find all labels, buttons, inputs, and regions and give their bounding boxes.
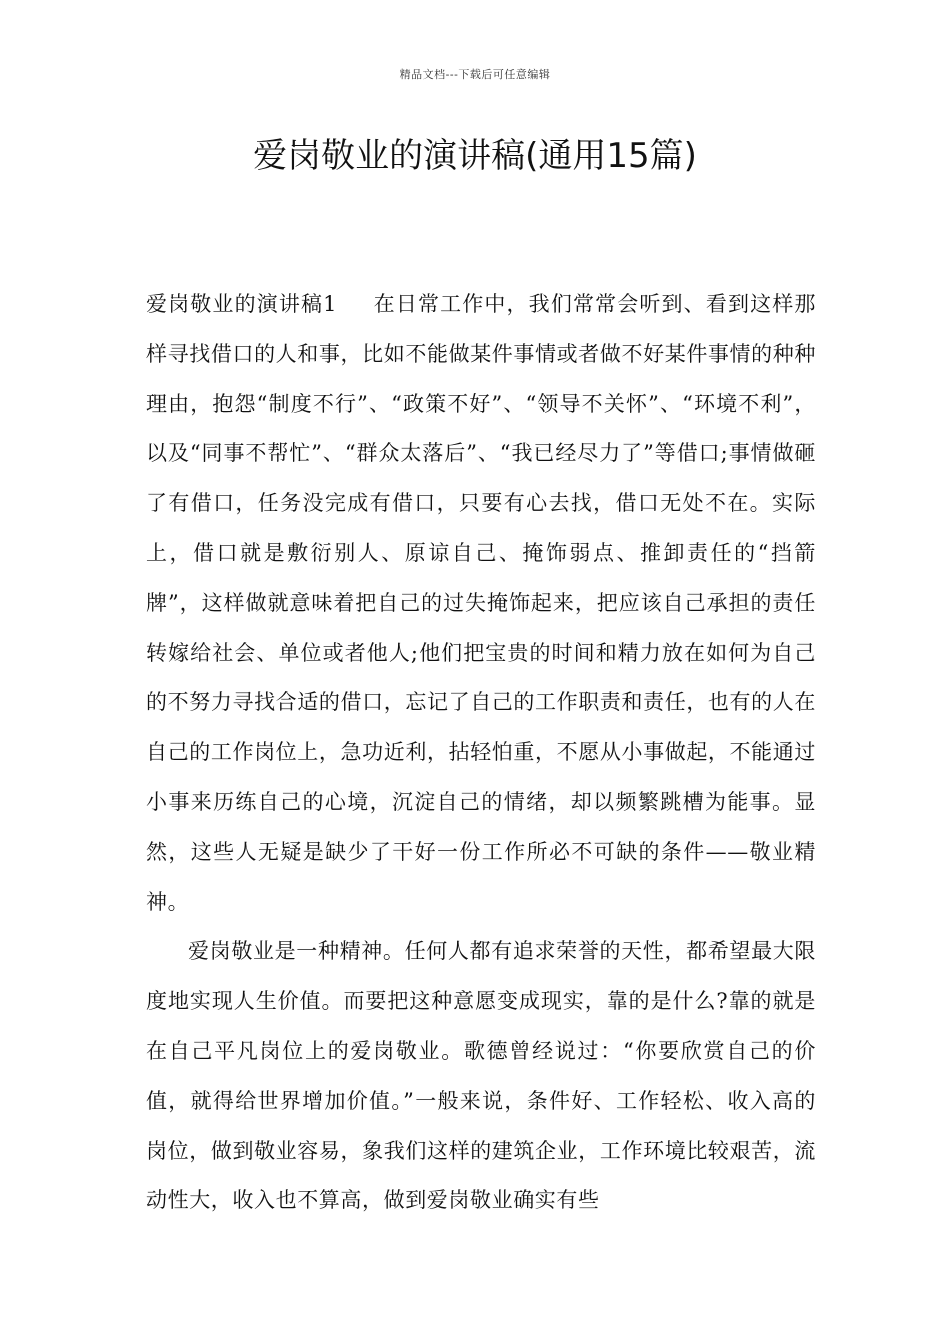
- section-label: 爱岗敬业的演讲稿1: [146, 292, 338, 316]
- document-title: 爱岗敬业的演讲稿(通用15篇): [253, 136, 697, 176]
- paragraph-1-text: 在日常工作中，我们常常会听到、看到这样那样寻找借口的人和事，比如不能做某件事情或者做不好某件事情的种种理由，抱怨“制度不行”、“政策不好”、“领导不关怀”、“环境不利”，以及“同事不帮忙”、“群众太落后”、“我已经尽力了”等借口;事情做砸了有借口，任务没完成有借口，只要有心去找，借口无处不在。实际上，借口就是敷衍别人、原谅自己、掩饰弱点、推卸责任的“挡箭牌”，这样做就意味着把自己的过失掩饰起来，把应该自己承担的责任转嫁给社会、单位或者他人;他们把宝贵的时间和精力放在如何为自己的不努力寻找合适的借口，忘记了自己的工作职责和责任，也有的人在自己的工作岗位上，急功近利，拈轻怕重，不愿从小事做起，不能通过小事来历练自己的心境，沉淀自己的情绪，却以频繁跳槽为能事。显然，这些人无疑是缺少了干好一份工作所必不可缺的条件——敬业精神。: [146, 292, 817, 914]
- paragraph-1: [146, 280, 816, 927]
- header-note: 精品文档---下载后可任意编辑: [399, 68, 551, 81]
- document-body: [146, 280, 816, 1226]
- paragraph-2: 爱岗敬业是一种精神。任何人都有追求荣誉的天性，都希望最大限度地实现人生价值。而要把这种意愿变成现实，靠的是什么?靠的就是在自己平凡岗位上的爱岗敬业。歌德曾经说过：“你要欣赏自己的价值，就得给世界增加价值。”一般来说，条件好、工作轻松、收入高的岗位，做到敬业容易，象我们这样的建筑企业，工作环境比较艰苦，流动性大，收入也不算高，做到爱岗敬业确实有些: [146, 939, 816, 1213]
